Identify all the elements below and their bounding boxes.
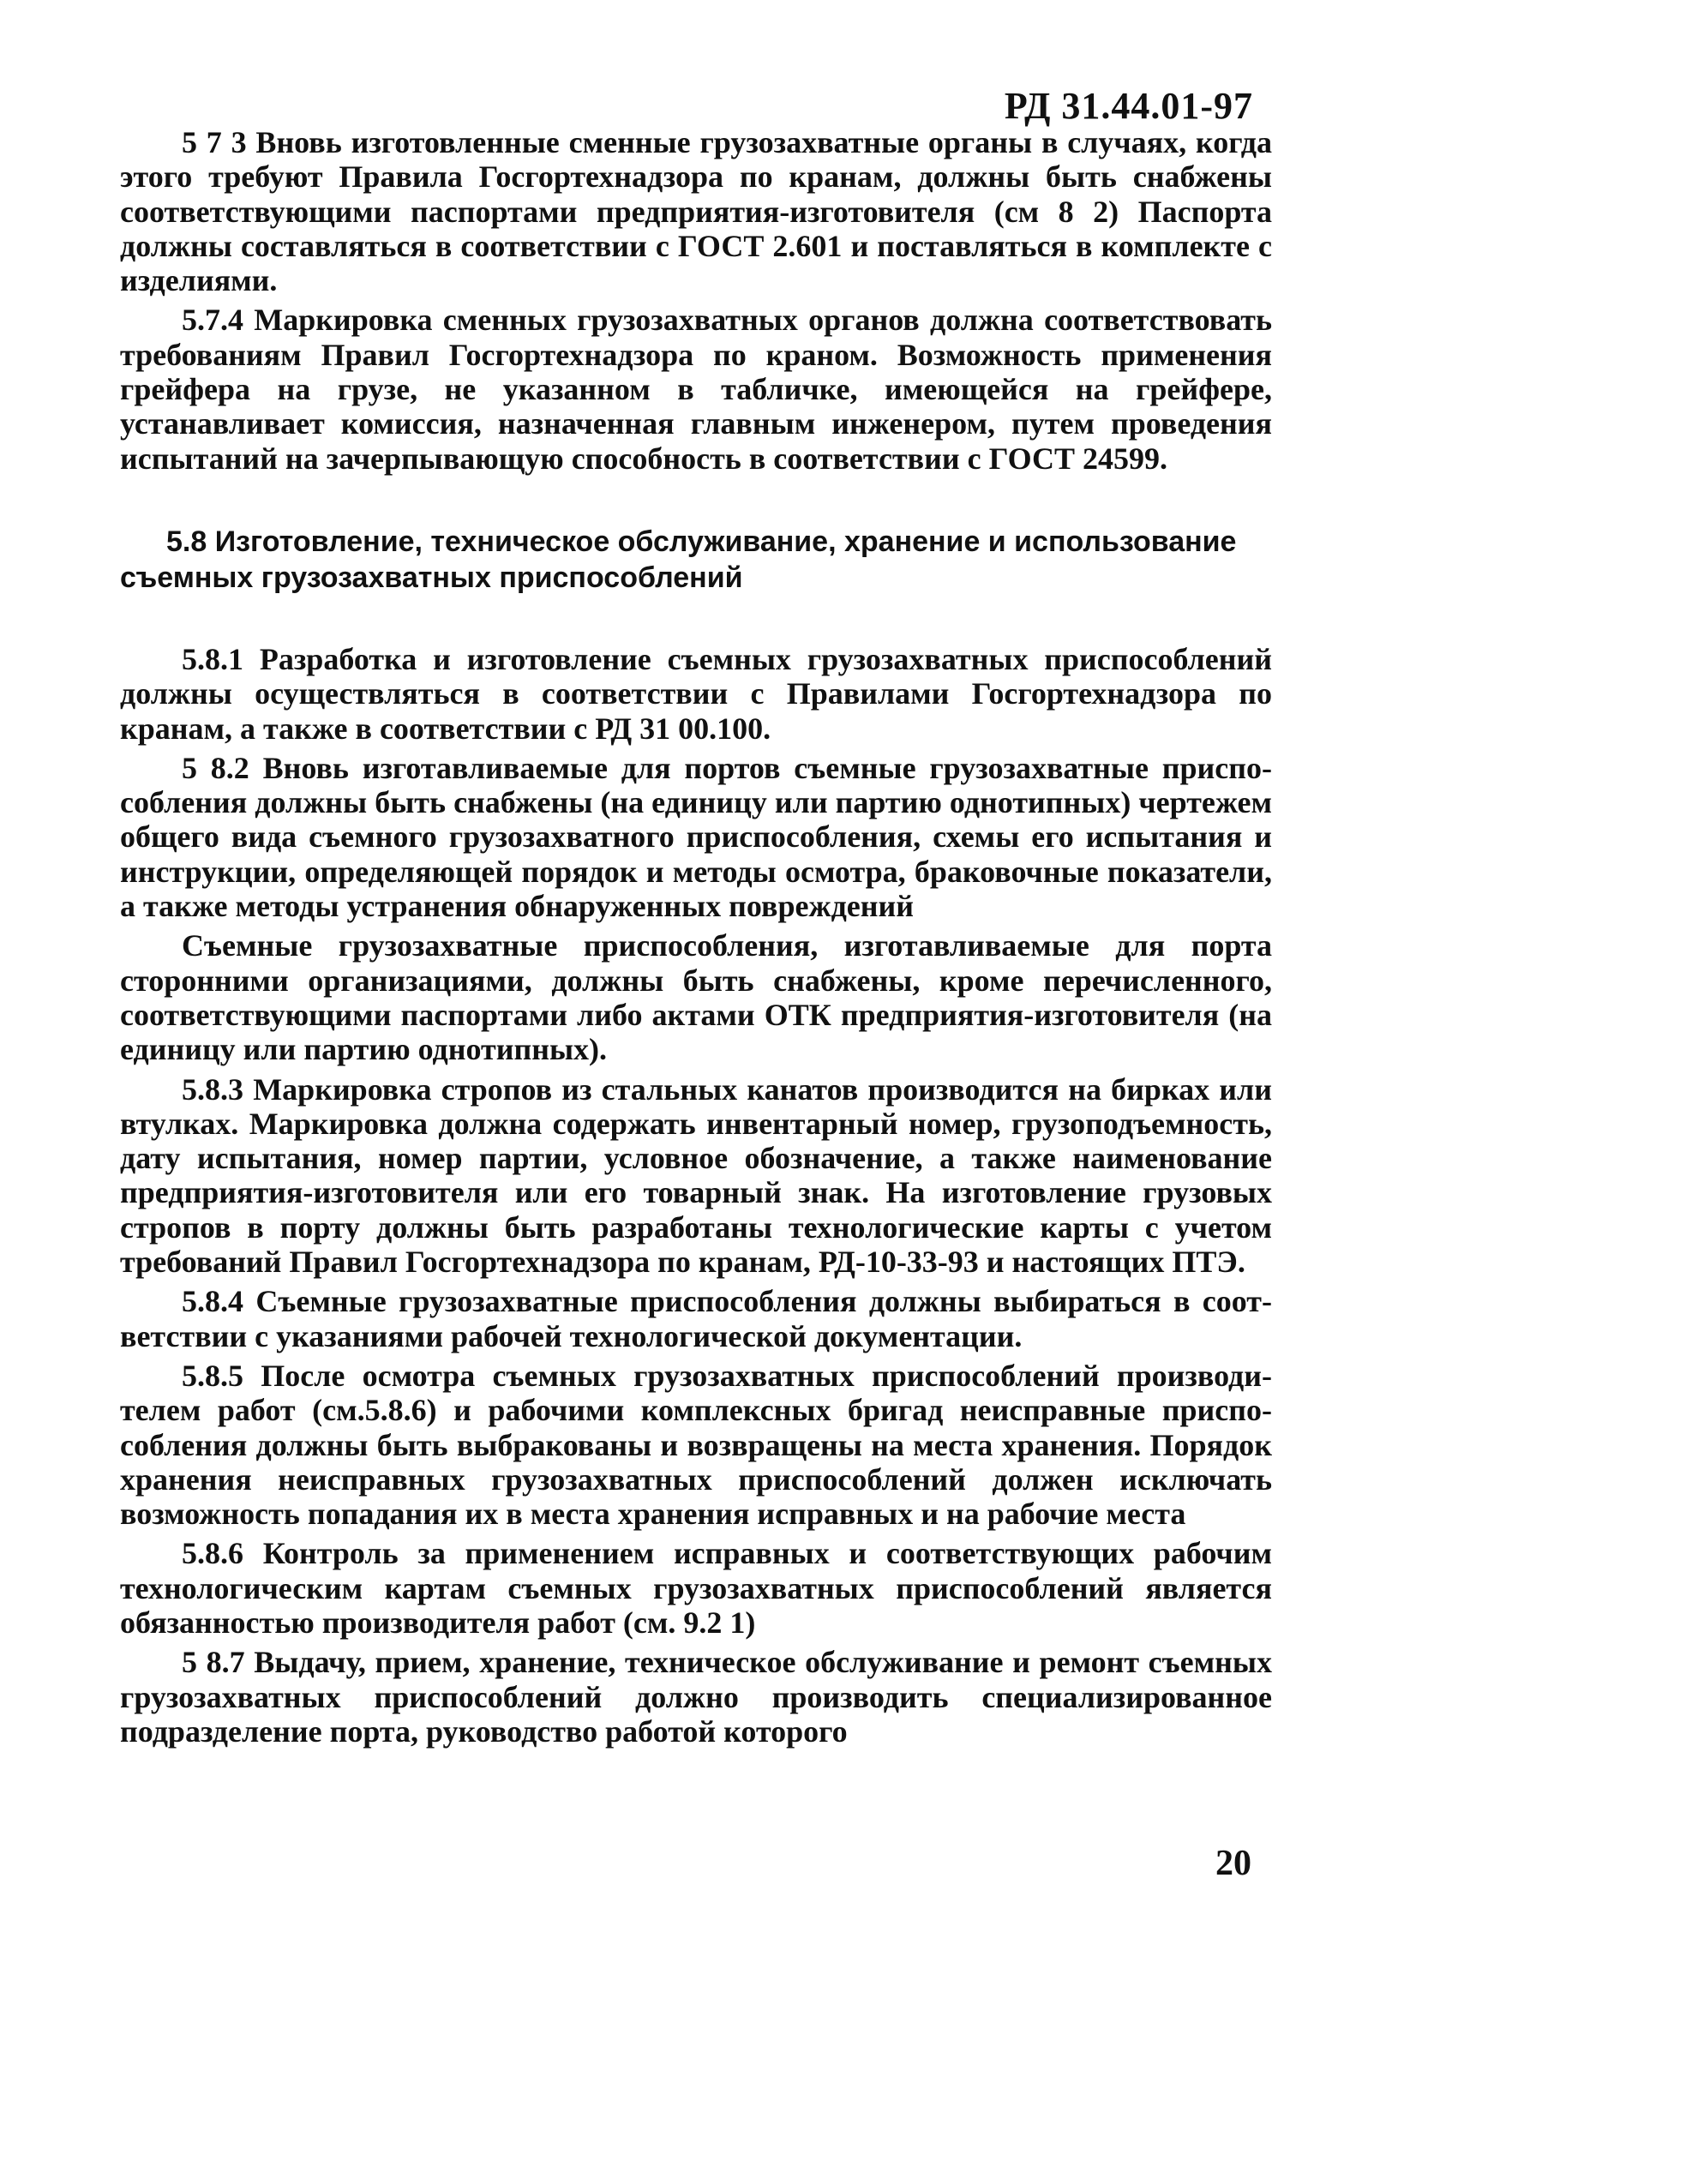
paragraph-5-8-2-continued: Съемные грузозахватные приспособления, изготавливаемые для порта сторонними организациями, должны быть снабжены, кроме перечисленного, соответствующими паспортами либо актами ОТК предприятия-изготовителя (на единицу или партию однотипных).: [120, 928, 1272, 1067]
paragraph-5-8-1: 5.8.1 Разработка и изготовление съемных грузозахватных приспособлений должны осуществляться в соответствии с Правилами Госгортехнадзора по кранам, а также в соответствии с РД 31 00.100.: [120, 641, 1272, 746]
paragraph-5-8-5: 5.8.5 После осмотра съемных грузозахватных приспособлений производителем работ (см.5.8.6) и рабочими комплексных бригад неисправные приспособления должны быть выбракованы и возвращены на места хранения. Порядок хранения неисправных грузозахватных приспособлений должен исключать возможность попадания их в места хранения исправных и на рабочие места: [120, 1358, 1272, 1532]
paragraph-5-8-2: 5 8.2 Вновь изготавливаемые для портов съемные грузозахватные приспособления должны быть снабжены (на единицу или партию однотипных) чертежем общего вида съемного грузозахватного приспособления, схемы его испытания и инструкции, определяющей порядок и методы осмотра, браковочные показатели, а также методы устранения обнаруженных повреждений: [120, 750, 1272, 924]
document-body: [120, 125, 1272, 1754]
paragraph-5-8-6: 5.8.6 Контроль за применением исправных и соответствующих рабочим технологическим картам съемных грузозахватных приспособлений является обязанностью производителя работ (см. 9.2 1): [120, 1536, 1272, 1640]
document-code-header: РД 31.44.01-97: [1004, 85, 1253, 127]
paragraph-5-7-3: 5 7 3 Вновь изготовленные сменные грузозахватные органы в случаях, когда этого требуют Правила Госгортехнадзора по кранам, должны быть снабжены соответствующими паспортами предприятия-изготовителя (см 8 2) Паспорта должны составляться в соответствии с ГОСТ 2.601 и поставляться в комплекте с изделиями.: [120, 125, 1272, 298]
paragraph-5-8-3: 5.8.3 Маркировка стропов из стальных канатов производится на бирках или втулках. Маркировка должна содержать инвентарный номер, грузоподъемность, дату испытания, номер партии, условное обозначение, а также наименование предприятия-изготовителя или его товарный знак. На изготовление грузовых стропов в порту должны быть разработаны технологические карты с учетом требований Правил Госгортехнадзора по кранам, РД-10-33-93 и настоящих ПТЭ.: [120, 1071, 1272, 1280]
paragraph-5-8-4: 5.8.4 Съемные грузозахватные приспособления должны выбираться в соответствии с указаниями рабочей технологической документации.: [120, 1284, 1272, 1353]
paragraph-5-7-4: 5.7.4 Маркировка сменных грузозахватных органов должна соответствовать требованиям Правил Госгортехнадзора по краном. Возможность применения грейфера на грузе, не указанном в табличке, имеющейся на грейфере, устанавливает комиссия, назначенная главным инженером, путем проведения испытаний на зачерпывающую способность в соответствии с ГОСТ 24599.: [120, 303, 1272, 476]
page-number: 20: [1215, 1844, 1251, 1883]
paragraph-5-8-7: 5 8.7 Выдачу, прием, хранение, техническое обслуживание и ремонт съемных грузозахватных приспособлений должно производить специализированное подразделение порта, руководство работой которого: [120, 1645, 1272, 1749]
section-heading-5-8: 5.8 Изготовление, техническое обслуживание, хранение и использование съемных грузозахватных приспособлений: [120, 525, 1237, 594]
